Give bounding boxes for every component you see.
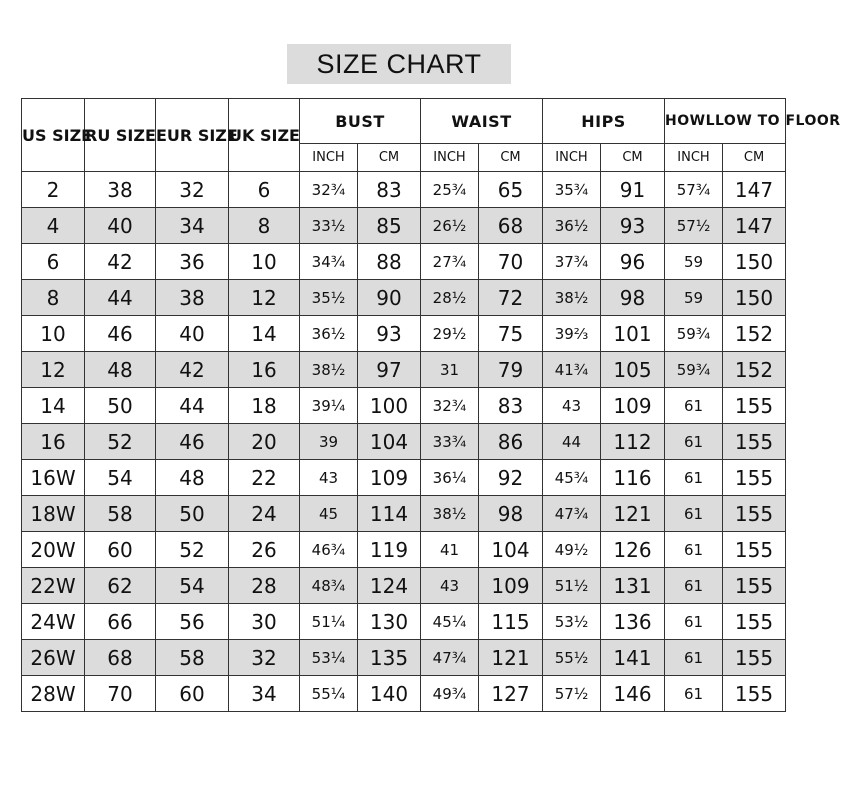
cell-hips-inch: 44 (543, 424, 601, 460)
header-uk-size: UK SIZE (229, 99, 300, 172)
cell-hips-inch: 36½ (543, 208, 601, 244)
cell-hips-cm: 136 (601, 604, 665, 640)
header-us-size: US SIZE (22, 99, 85, 172)
cell-uk-size: 28 (229, 568, 300, 604)
cell-hollow-to-floor-cm: 147 (723, 172, 786, 208)
table-row (22, 496, 786, 532)
cell-hips-cm: 126 (601, 532, 665, 568)
cell-waist-cm: 115 (479, 604, 543, 640)
cell-waist-cm: 65 (479, 172, 543, 208)
cell-hips-inch: 55½ (543, 640, 601, 676)
subheader-inch: INCH (665, 144, 723, 172)
cell-waist-cm: 121 (479, 640, 543, 676)
cell-uk-size: 6 (229, 172, 300, 208)
size-chart-body (22, 172, 786, 712)
subheader-cm: CM (723, 144, 786, 172)
cell-hips-inch: 47¾ (543, 496, 601, 532)
cell-waist-inch: 45¼ (421, 604, 479, 640)
cell-us-size: 26W (22, 640, 85, 676)
cell-hollow-to-floor-inch: 57½ (665, 208, 723, 244)
cell-eur-size: 34 (156, 208, 229, 244)
cell-hollow-to-floor-inch: 61 (665, 388, 723, 424)
cell-us-size: 24W (22, 604, 85, 640)
cell-waist-inch: 29½ (421, 316, 479, 352)
cell-hollow-to-floor-inch: 59¾ (665, 316, 723, 352)
cell-waist-inch: 41 (421, 532, 479, 568)
cell-waist-inch: 31 (421, 352, 479, 388)
subheader-inch: INCH (543, 144, 601, 172)
cell-hollow-to-floor-inch: 61 (665, 568, 723, 604)
cell-waist-inch: 47¾ (421, 640, 479, 676)
cell-bust-inch: 33½ (300, 208, 358, 244)
cell-bust-cm: 100 (358, 388, 421, 424)
table-row (22, 568, 786, 604)
cell-uk-size: 12 (229, 280, 300, 316)
table-row (22, 208, 786, 244)
cell-waist-cm: 104 (479, 532, 543, 568)
cell-waist-inch: 32¾ (421, 388, 479, 424)
page-title: SIZE CHART (287, 44, 511, 84)
cell-uk-size: 30 (229, 604, 300, 640)
table-row (22, 316, 786, 352)
cell-bust-cm: 104 (358, 424, 421, 460)
cell-hips-cm: 105 (601, 352, 665, 388)
cell-us-size: 16W (22, 460, 85, 496)
cell-waist-inch: 26½ (421, 208, 479, 244)
subheader-inch: INCH (421, 144, 479, 172)
cell-us-size: 18W (22, 496, 85, 532)
table-row (22, 244, 786, 280)
cell-waist-cm: 70 (479, 244, 543, 280)
header-hollow-to-floor: HOWLLOW TO FLOOR (665, 99, 786, 144)
cell-us-size: 8 (22, 280, 85, 316)
cell-us-size: 10 (22, 316, 85, 352)
cell-us-size: 4 (22, 208, 85, 244)
cell-eur-size: 46 (156, 424, 229, 460)
cell-hollow-to-floor-cm: 152 (723, 316, 786, 352)
cell-bust-inch: 34¾ (300, 244, 358, 280)
cell-eur-size: 58 (156, 640, 229, 676)
cell-ru-size: 66 (85, 604, 156, 640)
cell-bust-inch: 51¼ (300, 604, 358, 640)
cell-bust-cm: 85 (358, 208, 421, 244)
cell-waist-inch: 25¾ (421, 172, 479, 208)
cell-hips-cm: 131 (601, 568, 665, 604)
cell-ru-size: 50 (85, 388, 156, 424)
table-row (22, 280, 786, 316)
cell-hips-inch: 51½ (543, 568, 601, 604)
table-row (22, 676, 786, 712)
cell-hips-inch: 49½ (543, 532, 601, 568)
cell-uk-size: 34 (229, 676, 300, 712)
cell-waist-inch: 43 (421, 568, 479, 604)
cell-hollow-to-floor-inch: 61 (665, 640, 723, 676)
cell-hollow-to-floor-cm: 155 (723, 568, 786, 604)
cell-waist-inch: 36¼ (421, 460, 479, 496)
cell-hollow-to-floor-inch: 61 (665, 424, 723, 460)
cell-hollow-to-floor-inch: 61 (665, 604, 723, 640)
cell-bust-cm: 83 (358, 172, 421, 208)
cell-waist-inch: 27¾ (421, 244, 479, 280)
cell-us-size: 2 (22, 172, 85, 208)
cell-hips-inch: 43 (543, 388, 601, 424)
cell-hips-cm: 101 (601, 316, 665, 352)
cell-hips-cm: 109 (601, 388, 665, 424)
table-row (22, 424, 786, 460)
table-row (22, 352, 786, 388)
cell-waist-cm: 83 (479, 388, 543, 424)
cell-uk-size: 10 (229, 244, 300, 280)
header-waist: WAIST (421, 99, 543, 144)
cell-waist-cm: 75 (479, 316, 543, 352)
header-ru-size: RU SIZE (85, 99, 156, 172)
cell-ru-size: 52 (85, 424, 156, 460)
cell-bust-cm: 114 (358, 496, 421, 532)
cell-hips-inch: 35¾ (543, 172, 601, 208)
cell-hollow-to-floor-cm: 155 (723, 640, 786, 676)
cell-bust-inch: 39¼ (300, 388, 358, 424)
cell-hollow-to-floor-cm: 152 (723, 352, 786, 388)
cell-ru-size: 46 (85, 316, 156, 352)
cell-bust-cm: 119 (358, 532, 421, 568)
cell-eur-size: 48 (156, 460, 229, 496)
cell-ru-size: 70 (85, 676, 156, 712)
cell-hollow-to-floor-inch: 61 (665, 532, 723, 568)
cell-ru-size: 42 (85, 244, 156, 280)
cell-waist-cm: 86 (479, 424, 543, 460)
cell-hollow-to-floor-cm: 150 (723, 244, 786, 280)
header-hips: HIPS (543, 99, 665, 144)
table-row (22, 604, 786, 640)
cell-eur-size: 36 (156, 244, 229, 280)
cell-hollow-to-floor-cm: 155 (723, 496, 786, 532)
cell-eur-size: 50 (156, 496, 229, 532)
cell-uk-size: 18 (229, 388, 300, 424)
cell-eur-size: 56 (156, 604, 229, 640)
cell-eur-size: 42 (156, 352, 229, 388)
subheader-cm: CM (601, 144, 665, 172)
cell-waist-cm: 68 (479, 208, 543, 244)
cell-bust-cm: 109 (358, 460, 421, 496)
cell-bust-inch: 48¾ (300, 568, 358, 604)
cell-eur-size: 54 (156, 568, 229, 604)
subheader-cm: CM (479, 144, 543, 172)
cell-uk-size: 14 (229, 316, 300, 352)
cell-bust-cm: 88 (358, 244, 421, 280)
cell-waist-inch: 38½ (421, 496, 479, 532)
cell-us-size: 16 (22, 424, 85, 460)
cell-bust-inch: 46¾ (300, 532, 358, 568)
cell-ru-size: 44 (85, 280, 156, 316)
cell-ru-size: 68 (85, 640, 156, 676)
cell-hips-inch: 53½ (543, 604, 601, 640)
cell-hollow-to-floor-cm: 155 (723, 604, 786, 640)
cell-hollow-to-floor-cm: 155 (723, 460, 786, 496)
cell-us-size: 12 (22, 352, 85, 388)
cell-eur-size: 38 (156, 280, 229, 316)
cell-us-size: 6 (22, 244, 85, 280)
cell-hollow-to-floor-cm: 155 (723, 676, 786, 712)
cell-hips-inch: 41¾ (543, 352, 601, 388)
cell-bust-cm: 97 (358, 352, 421, 388)
cell-bust-inch: 53¼ (300, 640, 358, 676)
table-row (22, 640, 786, 676)
cell-waist-inch: 49¾ (421, 676, 479, 712)
cell-uk-size: 22 (229, 460, 300, 496)
cell-ru-size: 58 (85, 496, 156, 532)
cell-eur-size: 60 (156, 676, 229, 712)
header-eur-size: EUR SIZE (156, 99, 229, 172)
cell-hollow-to-floor-inch: 59¾ (665, 352, 723, 388)
cell-hips-cm: 121 (601, 496, 665, 532)
cell-hips-cm: 93 (601, 208, 665, 244)
cell-eur-size: 32 (156, 172, 229, 208)
cell-bust-inch: 39 (300, 424, 358, 460)
cell-uk-size: 20 (229, 424, 300, 460)
cell-hips-inch: 39⅔ (543, 316, 601, 352)
cell-waist-cm: 127 (479, 676, 543, 712)
cell-waist-inch: 28½ (421, 280, 479, 316)
cell-bust-inch: 38½ (300, 352, 358, 388)
cell-us-size: 28W (22, 676, 85, 712)
cell-bust-inch: 35½ (300, 280, 358, 316)
cell-bust-cm: 90 (358, 280, 421, 316)
cell-bust-inch: 36½ (300, 316, 358, 352)
cell-us-size: 14 (22, 388, 85, 424)
cell-ru-size: 62 (85, 568, 156, 604)
table-row (22, 388, 786, 424)
cell-bust-inch: 43 (300, 460, 358, 496)
cell-hips-cm: 112 (601, 424, 665, 460)
cell-hollow-to-floor-inch: 61 (665, 460, 723, 496)
cell-hollow-to-floor-inch: 59 (665, 244, 723, 280)
cell-waist-cm: 72 (479, 280, 543, 316)
cell-us-size: 20W (22, 532, 85, 568)
cell-us-size: 22W (22, 568, 85, 604)
cell-uk-size: 24 (229, 496, 300, 532)
cell-bust-cm: 140 (358, 676, 421, 712)
cell-uk-size: 8 (229, 208, 300, 244)
cell-hips-cm: 116 (601, 460, 665, 496)
cell-ru-size: 54 (85, 460, 156, 496)
cell-hollow-to-floor-cm: 147 (723, 208, 786, 244)
cell-waist-cm: 92 (479, 460, 543, 496)
cell-waist-cm: 109 (479, 568, 543, 604)
table-row (22, 532, 786, 568)
size-chart-table (21, 98, 841, 712)
cell-hollow-to-floor-cm: 155 (723, 532, 786, 568)
cell-hollow-to-floor-inch: 61 (665, 676, 723, 712)
cell-hips-inch: 38½ (543, 280, 601, 316)
subheader-inch: INCH (300, 144, 358, 172)
table-row (22, 172, 786, 208)
cell-hollow-to-floor-cm: 155 (723, 388, 786, 424)
cell-bust-inch: 55¼ (300, 676, 358, 712)
cell-bust-inch: 45 (300, 496, 358, 532)
cell-eur-size: 52 (156, 532, 229, 568)
cell-eur-size: 44 (156, 388, 229, 424)
header-bust: BUST (300, 99, 421, 144)
cell-bust-cm: 135 (358, 640, 421, 676)
cell-hips-cm: 91 (601, 172, 665, 208)
cell-hollow-to-floor-cm: 150 (723, 280, 786, 316)
cell-hollow-to-floor-cm: 155 (723, 424, 786, 460)
cell-ru-size: 60 (85, 532, 156, 568)
cell-waist-inch: 33¾ (421, 424, 479, 460)
cell-hips-cm: 141 (601, 640, 665, 676)
cell-hips-inch: 57½ (543, 676, 601, 712)
cell-hollow-to-floor-inch: 61 (665, 496, 723, 532)
cell-ru-size: 40 (85, 208, 156, 244)
cell-uk-size: 16 (229, 352, 300, 388)
table-row (22, 460, 786, 496)
cell-bust-cm: 124 (358, 568, 421, 604)
cell-waist-cm: 98 (479, 496, 543, 532)
cell-hollow-to-floor-inch: 59 (665, 280, 723, 316)
cell-hips-inch: 45¾ (543, 460, 601, 496)
cell-hollow-to-floor-inch: 57¾ (665, 172, 723, 208)
cell-ru-size: 38 (85, 172, 156, 208)
subheader-cm: CM (358, 144, 421, 172)
cell-hips-cm: 98 (601, 280, 665, 316)
cell-hips-cm: 96 (601, 244, 665, 280)
cell-uk-size: 32 (229, 640, 300, 676)
cell-bust-inch: 32¾ (300, 172, 358, 208)
cell-hips-cm: 146 (601, 676, 665, 712)
cell-bust-cm: 130 (358, 604, 421, 640)
cell-waist-cm: 79 (479, 352, 543, 388)
cell-uk-size: 26 (229, 532, 300, 568)
cell-hips-inch: 37¾ (543, 244, 601, 280)
cell-bust-cm: 93 (358, 316, 421, 352)
cell-eur-size: 40 (156, 316, 229, 352)
cell-ru-size: 48 (85, 352, 156, 388)
